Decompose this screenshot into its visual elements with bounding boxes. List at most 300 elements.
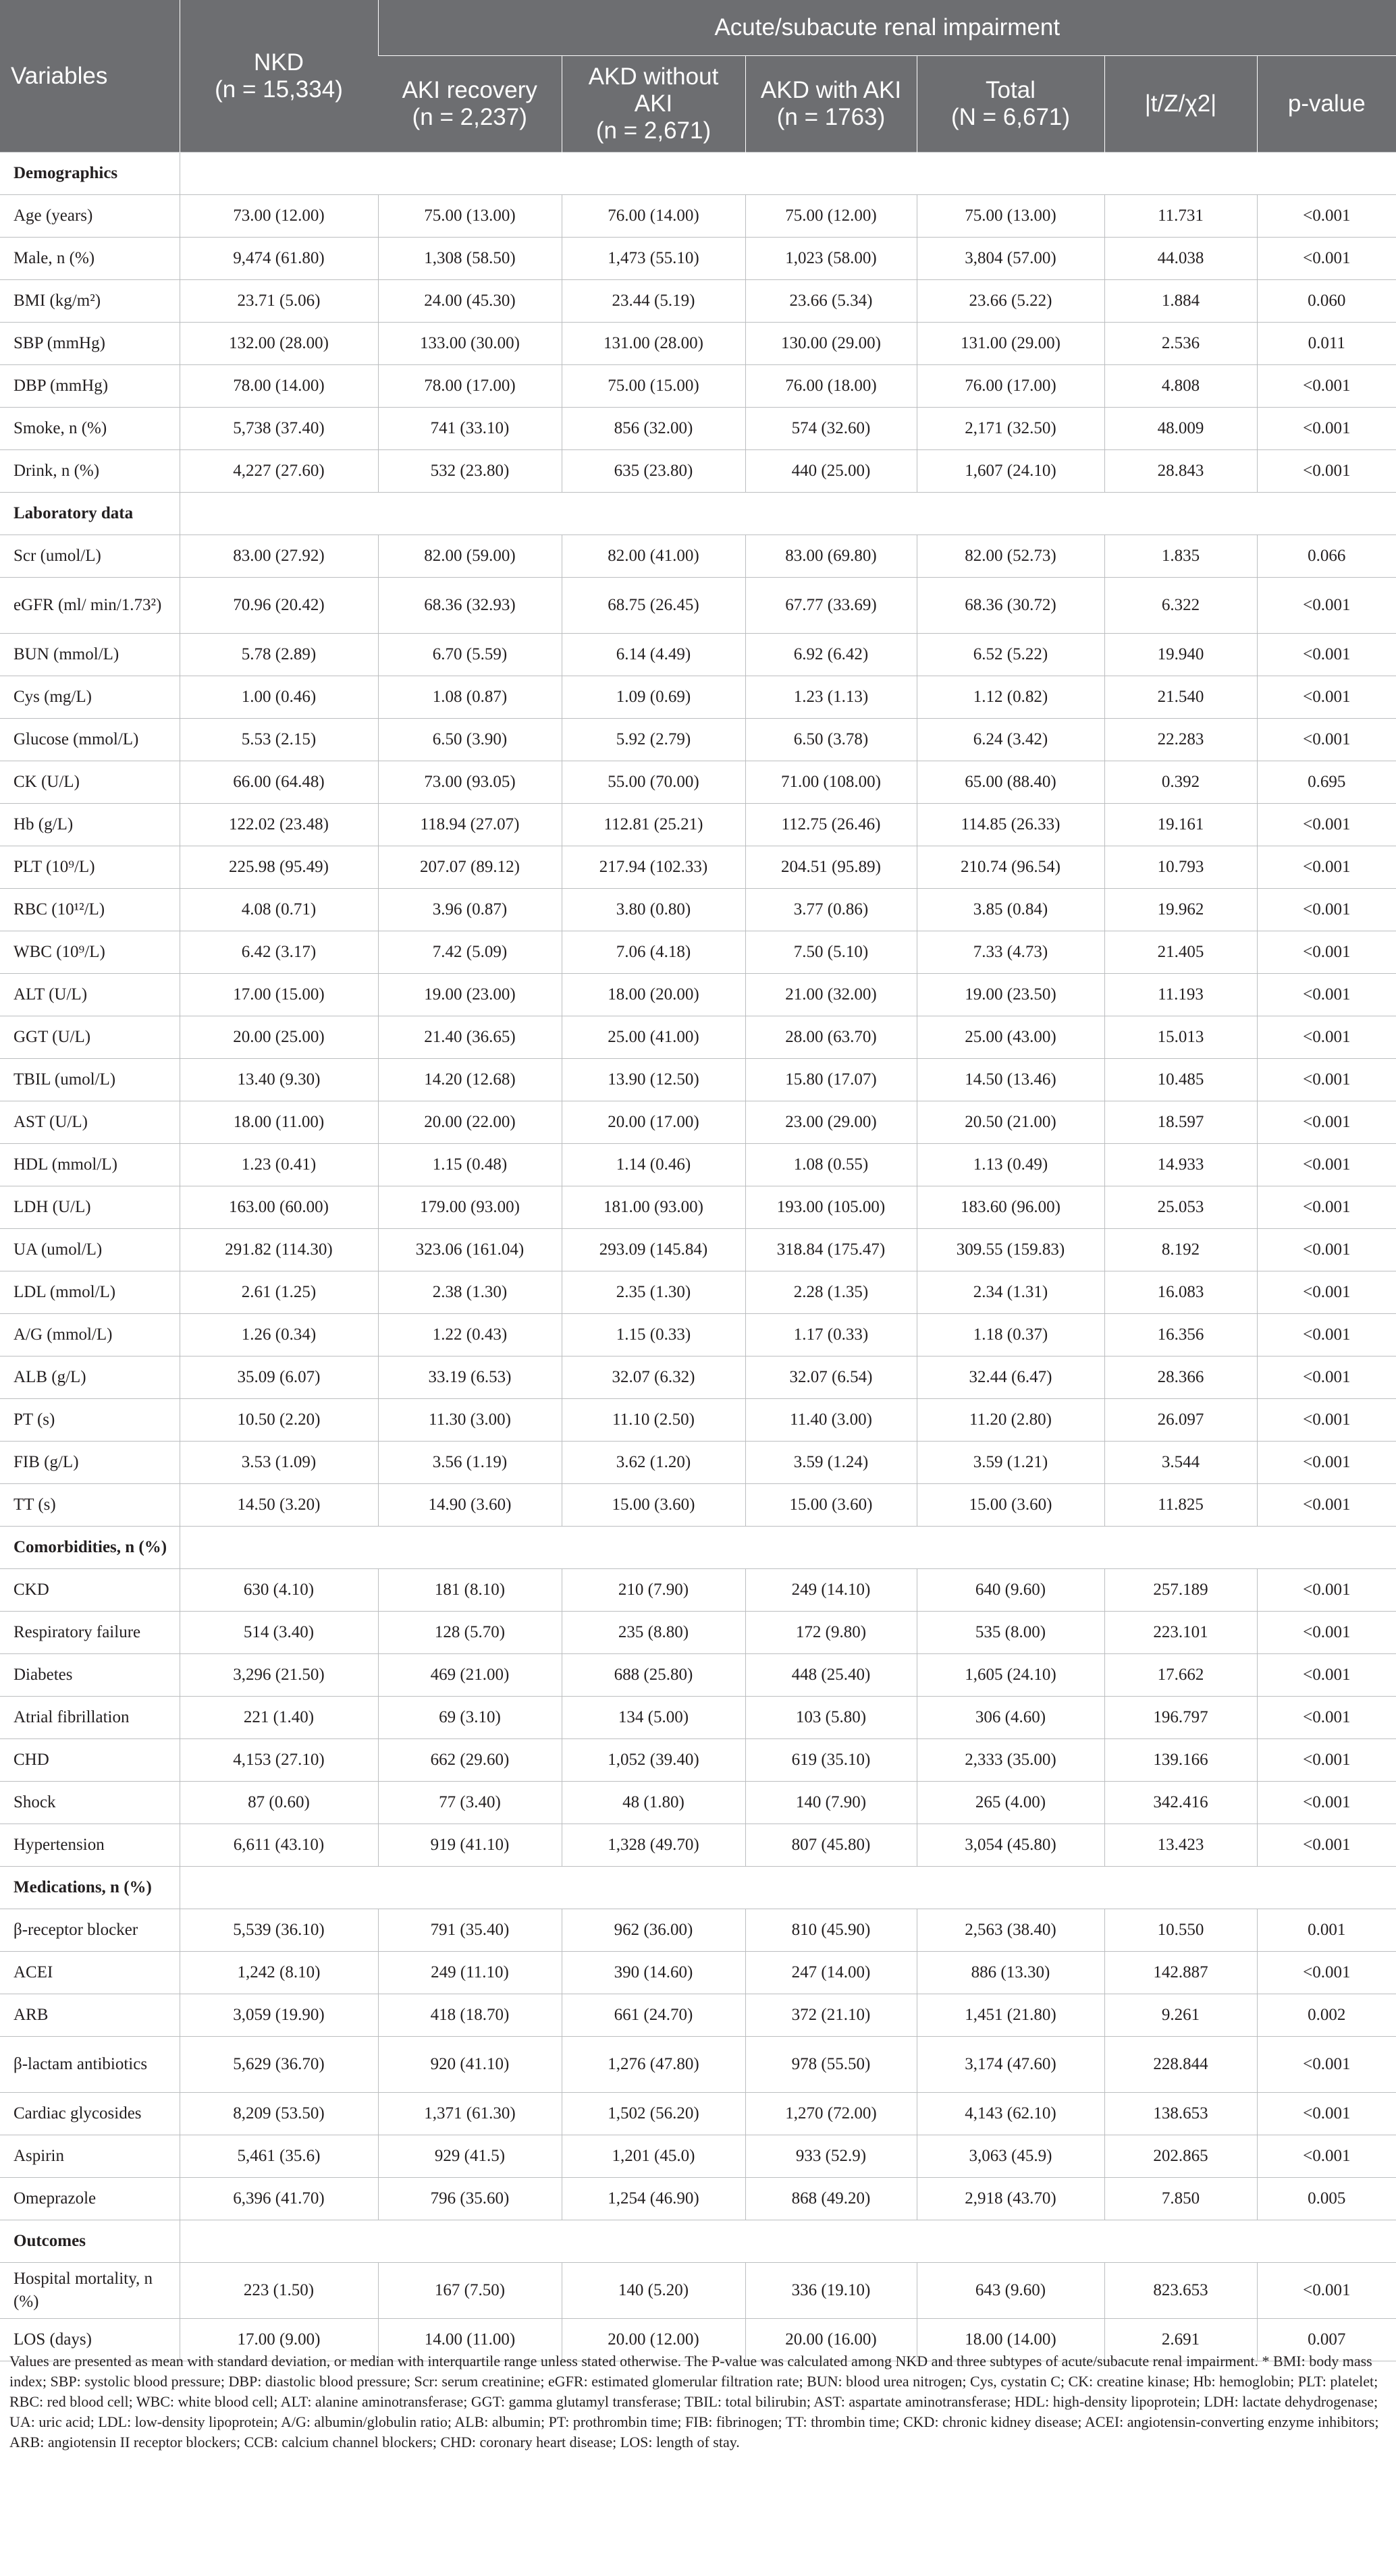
table-cell: 0.005 bbox=[1257, 2178, 1396, 2220]
table-cell: <0.001 bbox=[1257, 1271, 1396, 1314]
table-cell: 5.92 (2.79) bbox=[562, 719, 745, 761]
table-cell: 221 (1.40) bbox=[180, 1697, 378, 1739]
table-cell: 68.36 (30.72) bbox=[917, 578, 1104, 634]
table-cell: 202.865 bbox=[1104, 2135, 1257, 2178]
row-label: ALT (U/L) bbox=[0, 974, 180, 1016]
section-title: Demographics bbox=[0, 153, 180, 195]
table-cell: 3.80 (0.80) bbox=[562, 889, 745, 931]
section-row bbox=[0, 153, 1396, 195]
row-label: FIB (g/L) bbox=[0, 1442, 180, 1484]
table-cell: <0.001 bbox=[1257, 676, 1396, 719]
table-cell: 919 (41.10) bbox=[378, 1824, 562, 1867]
table-cell: 87 (0.60) bbox=[180, 1782, 378, 1824]
table-row bbox=[0, 1442, 1396, 1484]
table-cell: 342.416 bbox=[1104, 1782, 1257, 1824]
table-cell: 23.00 (29.00) bbox=[745, 1101, 917, 1144]
table-cell: 6,396 (41.70) bbox=[180, 2178, 378, 2220]
table-cell: 71.00 (108.00) bbox=[745, 761, 917, 804]
table-row bbox=[0, 1909, 1396, 1952]
table-cell: 14.90 (3.60) bbox=[378, 1484, 562, 1527]
table-cell: 83.00 (69.80) bbox=[745, 535, 917, 578]
table-cell: 48 (1.80) bbox=[562, 1782, 745, 1824]
table-cell: 323.06 (161.04) bbox=[378, 1229, 562, 1271]
table-cell: 4.08 (0.71) bbox=[180, 889, 378, 931]
table-cell: 1,502 (56.20) bbox=[562, 2093, 745, 2135]
row-label: CHD bbox=[0, 1739, 180, 1782]
table-cell: 1.15 (0.33) bbox=[562, 1314, 745, 1356]
table-row bbox=[0, 1697, 1396, 1739]
table-cell: 0.011 bbox=[1257, 323, 1396, 365]
row-label: PT (s) bbox=[0, 1399, 180, 1442]
table-cell: <0.001 bbox=[1257, 931, 1396, 974]
table-row bbox=[0, 2135, 1396, 2178]
table-cell: 73.00 (93.05) bbox=[378, 761, 562, 804]
table-cell: 14.00 (11.00) bbox=[378, 2319, 562, 2361]
table-cell: 172 (9.80) bbox=[745, 1612, 917, 1654]
table-cell: 19.00 (23.00) bbox=[378, 974, 562, 1016]
table-cell: 11.731 bbox=[1104, 195, 1257, 238]
table-cell: 28.00 (63.70) bbox=[745, 1016, 917, 1059]
table-row bbox=[0, 195, 1396, 238]
section-spacer bbox=[180, 1527, 1396, 1569]
table-cell: 103 (5.80) bbox=[745, 1697, 917, 1739]
table-cell: 15.80 (17.07) bbox=[745, 1059, 917, 1101]
table-cell: 823.653 bbox=[1104, 2263, 1257, 2319]
table-cell: 19.00 (23.50) bbox=[917, 974, 1104, 1016]
table-cell: 2.28 (1.35) bbox=[745, 1271, 917, 1314]
table-cell: 662 (29.60) bbox=[378, 1739, 562, 1782]
table-cell: 10.793 bbox=[1104, 846, 1257, 889]
table-row bbox=[0, 846, 1396, 889]
table-cell: 225.98 (95.49) bbox=[180, 846, 378, 889]
table-row bbox=[0, 1739, 1396, 1782]
table-cell: <0.001 bbox=[1257, 365, 1396, 408]
table-cell: 4,227 (27.60) bbox=[180, 450, 378, 493]
table-row bbox=[0, 1782, 1396, 1824]
row-label: Omeprazole bbox=[0, 2178, 180, 2220]
table-cell: 0.695 bbox=[1257, 761, 1396, 804]
table-cell: 810 (45.90) bbox=[745, 1909, 917, 1952]
section-spacer bbox=[180, 153, 1396, 195]
table-cell: 1.08 (0.55) bbox=[745, 1144, 917, 1186]
table-cell: 5,539 (36.10) bbox=[180, 1909, 378, 1952]
header-variables: Variables bbox=[0, 0, 180, 153]
table-cell: 2.691 bbox=[1104, 2319, 1257, 2361]
row-label: SBP (mmHg) bbox=[0, 323, 180, 365]
table-cell: 193.00 (105.00) bbox=[745, 1186, 917, 1229]
table-cell: 75.00 (13.00) bbox=[917, 195, 1104, 238]
table-cell: 179.00 (93.00) bbox=[378, 1186, 562, 1229]
table-cell: 181 (8.10) bbox=[378, 1569, 562, 1612]
table-cell: 4,143 (62.10) bbox=[917, 2093, 1104, 2135]
table-cell: 210.74 (96.54) bbox=[917, 846, 1104, 889]
table-cell: 1,201 (45.0) bbox=[562, 2135, 745, 2178]
row-label: Shock bbox=[0, 1782, 180, 1824]
table-cell: 3.56 (1.19) bbox=[378, 1442, 562, 1484]
table-cell: 18.597 bbox=[1104, 1101, 1257, 1144]
table-cell: 1,451 (21.80) bbox=[917, 1994, 1104, 2037]
table-cell: 132.00 (28.00) bbox=[180, 323, 378, 365]
table-row bbox=[0, 2178, 1396, 2220]
table-row bbox=[0, 1654, 1396, 1697]
table-cell: 23.44 (5.19) bbox=[562, 280, 745, 323]
table-cell: 6.52 (5.22) bbox=[917, 634, 1104, 676]
table-cell: 15.00 (3.60) bbox=[745, 1484, 917, 1527]
table-row bbox=[0, 280, 1396, 323]
table-row bbox=[0, 1059, 1396, 1101]
row-label: Smoke, n (%) bbox=[0, 408, 180, 450]
table-cell: 0.060 bbox=[1257, 280, 1396, 323]
header-aki-recovery bbox=[378, 56, 562, 153]
table-cell: 11.193 bbox=[1104, 974, 1257, 1016]
table-cell: 2.35 (1.30) bbox=[562, 1271, 745, 1314]
table-row bbox=[0, 1356, 1396, 1399]
table-cell: 1,270 (72.00) bbox=[745, 2093, 917, 2135]
table-cell: 1.08 (0.87) bbox=[378, 676, 562, 719]
table-cell: 3,063 (45.9) bbox=[917, 2135, 1104, 2178]
table-body bbox=[0, 153, 1396, 2361]
table-cell: 25.00 (43.00) bbox=[917, 1016, 1104, 1059]
table-row bbox=[0, 2037, 1396, 2093]
table-cell: 25.053 bbox=[1104, 1186, 1257, 1229]
table-cell: 14.20 (12.68) bbox=[378, 1059, 562, 1101]
header-group-title: Acute/subacute renal impairment bbox=[378, 0, 1396, 56]
table-cell: 1,328 (49.70) bbox=[562, 1824, 745, 1867]
table-cell: 265 (4.00) bbox=[917, 1782, 1104, 1824]
table-cell: 18.00 (11.00) bbox=[180, 1101, 378, 1144]
row-label: RBC (10¹²/L) bbox=[0, 889, 180, 931]
table-cell: 15.013 bbox=[1104, 1016, 1257, 1059]
row-label: Diabetes bbox=[0, 1654, 180, 1697]
table-cell: 32.44 (6.47) bbox=[917, 1356, 1104, 1399]
header-p-value: p-value bbox=[1257, 56, 1396, 153]
table-cell: 3.96 (0.87) bbox=[378, 889, 562, 931]
row-label: Hospital mortality, n (%) bbox=[0, 2263, 180, 2319]
table-cell: 1,052 (39.40) bbox=[562, 1739, 745, 1782]
section-title: Medications, n (%) bbox=[0, 1867, 180, 1909]
table-cell: 640 (9.60) bbox=[917, 1569, 1104, 1612]
table-cell: 20.00 (17.00) bbox=[562, 1101, 745, 1144]
table-cell: 1.26 (0.34) bbox=[180, 1314, 378, 1356]
row-label: β-receptor blocker bbox=[0, 1909, 180, 1952]
table-cell: 1.835 bbox=[1104, 535, 1257, 578]
row-label: Drink, n (%) bbox=[0, 450, 180, 493]
table-cell: 83.00 (27.92) bbox=[180, 535, 378, 578]
row-label: Age (years) bbox=[0, 195, 180, 238]
section-row bbox=[0, 1527, 1396, 1569]
table-cell: 11.30 (3.00) bbox=[378, 1399, 562, 1442]
row-label: TBIL (umol/L) bbox=[0, 1059, 180, 1101]
row-label: DBP (mmHg) bbox=[0, 365, 180, 408]
table-cell: 207.07 (89.12) bbox=[378, 846, 562, 889]
table-cell: 15.00 (3.60) bbox=[562, 1484, 745, 1527]
table-cell: 138.653 bbox=[1104, 2093, 1257, 2135]
table-cell: <0.001 bbox=[1257, 1314, 1396, 1356]
table-cell: 183.60 (96.00) bbox=[917, 1186, 1104, 1229]
table-cell: 21.405 bbox=[1104, 931, 1257, 974]
table-row bbox=[0, 365, 1396, 408]
section-spacer bbox=[180, 493, 1396, 535]
table-cell: 9,474 (61.80) bbox=[180, 238, 378, 280]
table-cell: 535 (8.00) bbox=[917, 1612, 1104, 1654]
table-cell: 75.00 (13.00) bbox=[378, 195, 562, 238]
table-cell: 11.10 (2.50) bbox=[562, 1399, 745, 1442]
table-cell: 82.00 (41.00) bbox=[562, 535, 745, 578]
table-row bbox=[0, 1229, 1396, 1271]
table-cell: 228.844 bbox=[1104, 2037, 1257, 2093]
table-cell: 1,371 (61.30) bbox=[378, 2093, 562, 2135]
table-cell: <0.001 bbox=[1257, 1442, 1396, 1484]
table-cell: 13.423 bbox=[1104, 1824, 1257, 1867]
table-cell: 0.066 bbox=[1257, 535, 1396, 578]
table-cell: 19.962 bbox=[1104, 889, 1257, 931]
table-cell: 223 (1.50) bbox=[180, 2263, 378, 2319]
table-cell: 167 (7.50) bbox=[378, 2263, 562, 2319]
table-cell: 131.00 (28.00) bbox=[562, 323, 745, 365]
table-cell: 204.51 (95.89) bbox=[745, 846, 917, 889]
table-cell: 21.40 (36.65) bbox=[378, 1016, 562, 1059]
table-cell: 6.92 (6.42) bbox=[745, 634, 917, 676]
table-cell: 7.42 (5.09) bbox=[378, 931, 562, 974]
row-label: PLT (10⁹/L) bbox=[0, 846, 180, 889]
table-cell: 6.50 (3.90) bbox=[378, 719, 562, 761]
header-statistic: |t/Z/χ2| bbox=[1104, 56, 1257, 153]
table-cell: 28.843 bbox=[1104, 450, 1257, 493]
table-cell: 28.366 bbox=[1104, 1356, 1257, 1399]
table-cell: 82.00 (52.73) bbox=[917, 535, 1104, 578]
table-row bbox=[0, 1186, 1396, 1229]
table-cell: 16.083 bbox=[1104, 1271, 1257, 1314]
table-cell: 1.13 (0.49) bbox=[917, 1144, 1104, 1186]
table-cell: 1,607 (24.10) bbox=[917, 450, 1104, 493]
table-cell: 3.53 (1.09) bbox=[180, 1442, 378, 1484]
table-cell: 163.00 (60.00) bbox=[180, 1186, 378, 1229]
table-cell: 32.07 (6.32) bbox=[562, 1356, 745, 1399]
row-label: HDL (mmol/L) bbox=[0, 1144, 180, 1186]
table-cell: 868 (49.20) bbox=[745, 2178, 917, 2220]
table-row bbox=[0, 1612, 1396, 1654]
table-cell: 920 (41.10) bbox=[378, 2037, 562, 2093]
table-cell: 75.00 (12.00) bbox=[745, 195, 917, 238]
table-cell: 14.50 (13.46) bbox=[917, 1059, 1104, 1101]
table-row bbox=[0, 719, 1396, 761]
table-cell: 5.78 (2.89) bbox=[180, 634, 378, 676]
table-cell: 2.61 (1.25) bbox=[180, 1271, 378, 1314]
table-cell: 1,242 (8.10) bbox=[180, 1952, 378, 1994]
row-label: CKD bbox=[0, 1569, 180, 1612]
header-akd-with-aki bbox=[745, 56, 917, 153]
table-cell: 1.22 (0.43) bbox=[378, 1314, 562, 1356]
table-row bbox=[0, 634, 1396, 676]
table-cell: 372 (21.10) bbox=[745, 1994, 917, 2037]
table-cell: 130.00 (29.00) bbox=[745, 323, 917, 365]
table-cell: 210 (7.90) bbox=[562, 1569, 745, 1612]
table-cell: <0.001 bbox=[1257, 1654, 1396, 1697]
row-label: A/G (mmol/L) bbox=[0, 1314, 180, 1356]
table-cell: 9.261 bbox=[1104, 1994, 1257, 2037]
table-cell: <0.001 bbox=[1257, 1356, 1396, 1399]
table-cell: 78.00 (17.00) bbox=[378, 365, 562, 408]
table-cell: 688 (25.80) bbox=[562, 1654, 745, 1697]
table-cell: 6.24 (3.42) bbox=[917, 719, 1104, 761]
table-cell: <0.001 bbox=[1257, 1229, 1396, 1271]
table-cell: 70.96 (20.42) bbox=[180, 578, 378, 634]
table-cell: 306 (4.60) bbox=[917, 1697, 1104, 1739]
table-cell: 68.36 (32.93) bbox=[378, 578, 562, 634]
table-cell: 11.825 bbox=[1104, 1484, 1257, 1527]
table-cell: 469 (21.00) bbox=[378, 1654, 562, 1697]
table-cell: 6.14 (4.49) bbox=[562, 634, 745, 676]
table-cell: <0.001 bbox=[1257, 408, 1396, 450]
table-cell: 741 (33.10) bbox=[378, 408, 562, 450]
table-cell: 929 (41.5) bbox=[378, 2135, 562, 2178]
table-cell: 630 (4.10) bbox=[180, 1569, 378, 1612]
table-cell: 807 (45.80) bbox=[745, 1824, 917, 1867]
table-cell: <0.001 bbox=[1257, 2093, 1396, 2135]
table-cell: 247 (14.00) bbox=[745, 1952, 917, 1994]
table-cell: <0.001 bbox=[1257, 1697, 1396, 1739]
table-row bbox=[0, 1824, 1396, 1867]
table-cell: 19.940 bbox=[1104, 634, 1257, 676]
row-label: Glucose (mmol/L) bbox=[0, 719, 180, 761]
table-cell: 55.00 (70.00) bbox=[562, 761, 745, 804]
table-cell: 68.75 (26.45) bbox=[562, 578, 745, 634]
table-cell: <0.001 bbox=[1257, 1186, 1396, 1229]
table-cell: 17.00 (9.00) bbox=[180, 2319, 378, 2361]
table-cell: 309.55 (159.83) bbox=[917, 1229, 1104, 1271]
table-cell: <0.001 bbox=[1257, 1399, 1396, 1442]
table-cell: 291.82 (114.30) bbox=[180, 1229, 378, 1271]
table-cell: 18.00 (14.00) bbox=[917, 2319, 1104, 2361]
table-cell: 82.00 (59.00) bbox=[378, 535, 562, 578]
row-label: Cardiac glycosides bbox=[0, 2093, 180, 2135]
table-cell: 3.59 (1.24) bbox=[745, 1442, 917, 1484]
row-label: UA (umol/L) bbox=[0, 1229, 180, 1271]
row-label: β-lactam antibiotics bbox=[0, 2037, 180, 2093]
section-row bbox=[0, 1867, 1396, 1909]
table-cell: 23.71 (5.06) bbox=[180, 280, 378, 323]
section-title: Outcomes bbox=[0, 2220, 180, 2263]
header-akd-with-aki-label: AKD with AKI bbox=[760, 77, 902, 103]
table-cell: 18.00 (20.00) bbox=[562, 974, 745, 1016]
table-cell: 112.75 (26.46) bbox=[745, 804, 917, 846]
table-cell: 962 (36.00) bbox=[562, 1909, 745, 1952]
table-cell: 196.797 bbox=[1104, 1697, 1257, 1739]
table-row bbox=[0, 2093, 1396, 2135]
table-footnote: Values are presented as mean with standard deviation, or median with interquartile range unless stated otherwise. The P-value was calculated among NKD and three subtypes of acute/subacute renal impairment. * BMI: body mass index; SBP: systolic blood pressure; DBP: diastolic blood pressure; Scr: serum creatinine; eGFR: estimated glomerular filtration rate; BUN: blood urea nitrogen; Cys, cystatin C; CK: creatine kinase; Hb: hemoglobin; PLT: platelet; RBC: red blood cell; WBC: white blood cell; ALT: alanine aminotransferase; GGT: gamma glutamyl transferase; TBIL: total bilirubin; AST: aspartate aminotransferase; HDL: high-density lipoprotein; LDH: lactate dehydrogenase; UA: uric acid; LDL: low-density lipoprotein; A/G: albumin/globulin ratio; ALB: albumin; PT: prothrombin time; FIB: fibrinogen; TT: thrombin time; CKD: chronic kidney disease; ACEI: angiotensin-converting enzyme inhibitors; ARB: angiotensin II receptor blockers; CCB: calcium channel blockers; CHD: coronary heart disease; LOS: length of stay. bbox=[9, 2353, 1379, 2450]
table-row bbox=[0, 1101, 1396, 1144]
table-cell: 7.33 (4.73) bbox=[917, 931, 1104, 974]
table-cell: 20.00 (12.00) bbox=[562, 2319, 745, 2361]
table-cell: 48.009 bbox=[1104, 408, 1257, 450]
header-total-n: (N = 6,671) bbox=[950, 104, 1071, 130]
table-cell: 76.00 (14.00) bbox=[562, 195, 745, 238]
header-total-label: Total bbox=[986, 77, 1036, 103]
table-cell: 133.00 (30.00) bbox=[378, 323, 562, 365]
table-cell: 7.50 (5.10) bbox=[745, 931, 917, 974]
table-cell: 1.15 (0.48) bbox=[378, 1144, 562, 1186]
table-cell: 181.00 (93.00) bbox=[562, 1186, 745, 1229]
table-row bbox=[0, 1569, 1396, 1612]
table-cell: 3.59 (1.21) bbox=[917, 1442, 1104, 1484]
table-cell: 44.038 bbox=[1104, 238, 1257, 280]
table-cell: <0.001 bbox=[1257, 719, 1396, 761]
section-spacer bbox=[180, 2220, 1396, 2263]
table-cell: 3.544 bbox=[1104, 1442, 1257, 1484]
table-cell: 4,153 (27.10) bbox=[180, 1739, 378, 1782]
table-cell: 1.23 (0.41) bbox=[180, 1144, 378, 1186]
table-cell: 10.485 bbox=[1104, 1059, 1257, 1101]
table-row bbox=[0, 238, 1396, 280]
table-cell: <0.001 bbox=[1257, 1059, 1396, 1101]
header-akd-without-aki bbox=[562, 56, 745, 153]
table-cell: 886 (13.30) bbox=[917, 1952, 1104, 1994]
table-cell: 217.94 (102.33) bbox=[562, 846, 745, 889]
table-cell: 134 (5.00) bbox=[562, 1697, 745, 1739]
table-cell: 1.14 (0.46) bbox=[562, 1144, 745, 1186]
table-cell: 1.23 (1.13) bbox=[745, 676, 917, 719]
table-cell: 24.00 (45.30) bbox=[378, 280, 562, 323]
table-cell: 2,918 (43.70) bbox=[917, 2178, 1104, 2220]
table-cell: 6.70 (5.59) bbox=[378, 634, 562, 676]
table-cell: 1.884 bbox=[1104, 280, 1257, 323]
row-label: LDL (mmol/L) bbox=[0, 1271, 180, 1314]
table-cell: <0.001 bbox=[1257, 846, 1396, 889]
table-cell: 223.101 bbox=[1104, 1612, 1257, 1654]
table-cell: 15.00 (3.60) bbox=[917, 1484, 1104, 1527]
row-label: TT (s) bbox=[0, 1484, 180, 1527]
table-cell: 440 (25.00) bbox=[745, 450, 917, 493]
table-cell: 257.189 bbox=[1104, 1569, 1257, 1612]
section-row bbox=[0, 493, 1396, 535]
table-row bbox=[0, 323, 1396, 365]
table-cell: 139.166 bbox=[1104, 1739, 1257, 1782]
table-cell: 643 (9.60) bbox=[917, 2263, 1104, 2319]
table-cell: 114.85 (26.33) bbox=[917, 804, 1104, 846]
table-cell: 16.356 bbox=[1104, 1314, 1257, 1356]
section-row bbox=[0, 2220, 1396, 2263]
table-cell: 0.392 bbox=[1104, 761, 1257, 804]
table-cell: 448 (25.40) bbox=[745, 1654, 917, 1697]
table-cell: 796 (35.60) bbox=[378, 2178, 562, 2220]
row-label: LOS (days) bbox=[0, 2319, 180, 2361]
table-cell: 73.00 (12.00) bbox=[180, 195, 378, 238]
table-cell: 7.850 bbox=[1104, 2178, 1257, 2220]
table-cell: 23.66 (5.22) bbox=[917, 280, 1104, 323]
table-cell: 122.02 (23.48) bbox=[180, 804, 378, 846]
table-row bbox=[0, 1016, 1396, 1059]
table-cell: 128 (5.70) bbox=[378, 1612, 562, 1654]
table-cell: 336 (19.10) bbox=[745, 2263, 917, 2319]
table-cell: 65.00 (88.40) bbox=[917, 761, 1104, 804]
table-cell: 0.002 bbox=[1257, 1994, 1396, 2037]
table-cell: 1.12 (0.82) bbox=[917, 676, 1104, 719]
table-cell: 11.20 (2.80) bbox=[917, 1399, 1104, 1442]
table-cell: <0.001 bbox=[1257, 1016, 1396, 1059]
row-label: Hypertension bbox=[0, 1824, 180, 1867]
row-label: Aspirin bbox=[0, 2135, 180, 2178]
table-cell: <0.001 bbox=[1257, 1569, 1396, 1612]
table-cell: 10.550 bbox=[1104, 1909, 1257, 1952]
table-cell: 4.808 bbox=[1104, 365, 1257, 408]
table-row bbox=[0, 889, 1396, 931]
row-label: ACEI bbox=[0, 1952, 180, 1994]
table-cell: <0.001 bbox=[1257, 2135, 1396, 2178]
table-cell: 112.81 (25.21) bbox=[562, 804, 745, 846]
table-cell: 140 (5.20) bbox=[562, 2263, 745, 2319]
table-cell: <0.001 bbox=[1257, 634, 1396, 676]
row-label: BUN (mmol/L) bbox=[0, 634, 180, 676]
